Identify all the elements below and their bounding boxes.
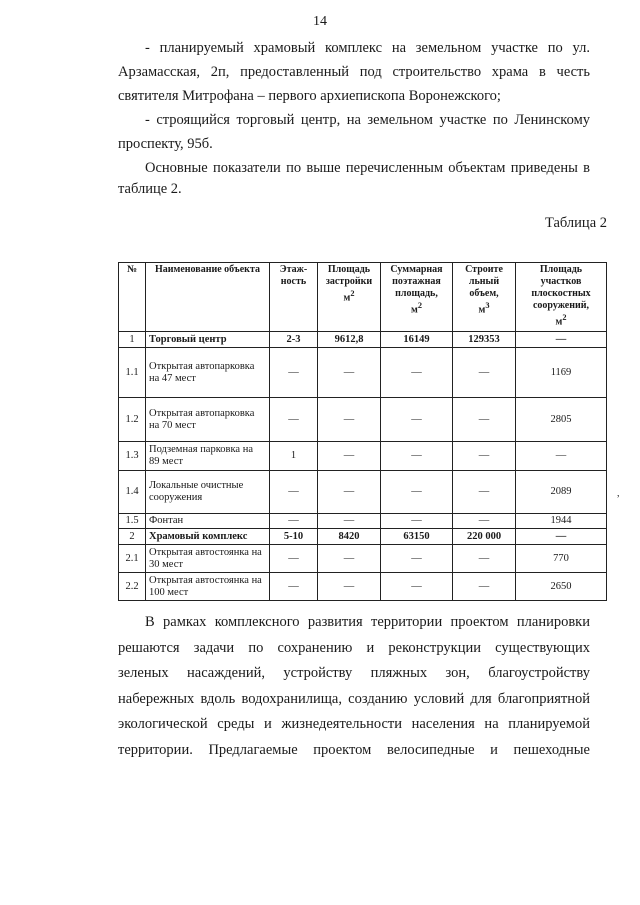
header-floors: Этаж-ность xyxy=(270,263,318,332)
cell-name: Открытая автостоянка на 30 мест xyxy=(146,545,270,573)
header-name: Наименование объекта xyxy=(146,263,270,332)
cell-name: Открытая автопарковка на 70 мест xyxy=(146,398,270,442)
cell-flat: 2089 xyxy=(516,471,607,514)
summary-line2: таблице 2. xyxy=(118,181,182,197)
table-row xyxy=(119,573,607,601)
cell-footprint: — xyxy=(318,442,381,471)
body-line5: экологической среды и жизнедеятельности населения на планируемой xyxy=(118,716,590,733)
intro-item1-line2: Арзамасская, 2п, предоставленный под строительство храма в честь xyxy=(118,64,590,80)
table-row xyxy=(119,348,607,398)
cell-floors: — xyxy=(270,573,318,601)
cell-footprint: — xyxy=(318,348,381,398)
table-row xyxy=(119,529,607,545)
cell-volume: — xyxy=(453,398,516,442)
cell-volume: — xyxy=(453,514,516,529)
cell-name: Храмовый комплекс xyxy=(146,529,270,545)
cell-num: 2.1 xyxy=(119,545,146,573)
table-row xyxy=(119,442,607,471)
cell-name: Локальные очистные сооружения xyxy=(146,471,270,514)
summary-paragraph xyxy=(118,158,590,200)
cell-footprint: — xyxy=(318,514,381,529)
body-line4: набережных вдоль водохранилища, созданию условий для благоприятной xyxy=(118,690,590,707)
cell-total: — xyxy=(381,471,453,514)
cell-footprint: — xyxy=(318,573,381,601)
cell-footprint: — xyxy=(318,398,381,442)
margin-mark: , xyxy=(617,488,620,499)
body-line1: В рамках комплексного развития территории проектом планировки xyxy=(145,614,590,630)
cell-name: Открытая автостоянка на 100 мест xyxy=(146,573,270,601)
cell-flat: 1169 xyxy=(516,348,607,398)
cell-volume: — xyxy=(453,348,516,398)
cell-floors: — xyxy=(270,514,318,529)
cell-footprint: — xyxy=(318,471,381,514)
cell-footprint: — xyxy=(318,545,381,573)
cell-total: — xyxy=(381,348,453,398)
cell-floors: — xyxy=(270,545,318,573)
table-row xyxy=(119,514,607,529)
cell-flat: — xyxy=(516,529,607,545)
cell-floors: 1 xyxy=(270,442,318,471)
table-row xyxy=(119,545,607,573)
cell-num: 2.2 xyxy=(119,573,146,601)
intro-item1-line1: - планируемый храмовый комплекс на земельном участке по ул. xyxy=(145,40,590,56)
cell-flat: — xyxy=(516,442,607,471)
cell-volume: — xyxy=(453,471,516,514)
cell-volume: — xyxy=(453,573,516,601)
intro-list xyxy=(118,36,590,156)
cell-flat: 2650 xyxy=(516,573,607,601)
cell-total: 16149 xyxy=(381,332,453,348)
cell-total: — xyxy=(381,442,453,471)
cell-name: Торговый центр xyxy=(146,332,270,348)
cell-num: 1.1 xyxy=(119,348,146,398)
cell-flat: 2805 xyxy=(516,398,607,442)
cell-floors: — xyxy=(270,471,318,514)
cell-name: Фонтан xyxy=(146,514,270,529)
cell-num: 2 xyxy=(119,529,146,545)
body-line6: территории. Предлагаемые проектом велосипедные и пешеходные xyxy=(118,741,590,758)
cell-floors: — xyxy=(270,398,318,442)
cell-volume: — xyxy=(453,442,516,471)
summary-line1: Основные показатели по выше перечисленным объектам приведены в xyxy=(145,160,590,176)
header-footprint: Площадь застройки $м^2$ xyxy=(318,263,381,332)
cell-floors: 5-10 xyxy=(270,529,318,545)
cell-num: 1.2 xyxy=(119,398,146,442)
cell-num: 1 xyxy=(119,332,146,348)
header-flat-area: Площадь участков плоскостных сооружений, $м^2$ xyxy=(516,263,607,332)
cell-total: — xyxy=(381,514,453,529)
indicators-table xyxy=(118,262,607,601)
cell-num: 1.4 xyxy=(119,471,146,514)
table-header-row xyxy=(119,263,607,332)
cell-volume: 129353 xyxy=(453,332,516,348)
table-row xyxy=(119,471,607,514)
cell-num: 1.5 xyxy=(119,514,146,529)
cell-flat: 770 xyxy=(516,545,607,573)
cell-total: — xyxy=(381,398,453,442)
cell-total: 63150 xyxy=(381,529,453,545)
table-caption: Таблица 2 xyxy=(544,215,607,231)
cell-volume: 220 000 xyxy=(453,529,516,545)
cell-name: Подземная парковка на 89 мест xyxy=(146,442,270,471)
cell-total: — xyxy=(381,545,453,573)
body-line3: зеленых насаждений, устройству пляжных зон, благоустройству xyxy=(118,665,590,682)
intro-item2-line1: - строящийся торговый центр, на земельном участке по Ленинскому xyxy=(145,112,590,128)
cell-name: Открытая автопарковка на 47 мест xyxy=(146,348,270,398)
cell-floors: 2-3 xyxy=(270,332,318,348)
table-row xyxy=(119,398,607,442)
cell-footprint: 8420 xyxy=(318,529,381,545)
cell-total: — xyxy=(381,573,453,601)
header-num: № xyxy=(119,263,146,332)
body-paragraph xyxy=(118,610,590,764)
body-line2: решаются задачи по сохранению и реконструкции существующих xyxy=(118,639,590,656)
intro-item2-line2: проспекту, 95б. xyxy=(118,136,213,152)
cell-floors: — xyxy=(270,348,318,398)
table-row xyxy=(119,332,607,348)
cell-flat: — xyxy=(516,332,607,348)
intro-item1-line3: святителя Митрофана – первого архиепископа Воронежского; xyxy=(118,88,501,104)
header-volume: Строите льный объем, $м^3$ xyxy=(453,263,516,332)
header-total-area: Суммарная поэтажная площадь, $м^2$ xyxy=(381,263,453,332)
page-number: 14 xyxy=(313,14,327,29)
cell-volume: — xyxy=(453,545,516,573)
cell-flat: 1944 xyxy=(516,514,607,529)
cell-num: 1.3 xyxy=(119,442,146,471)
cell-footprint: 9612,8 xyxy=(318,332,381,348)
